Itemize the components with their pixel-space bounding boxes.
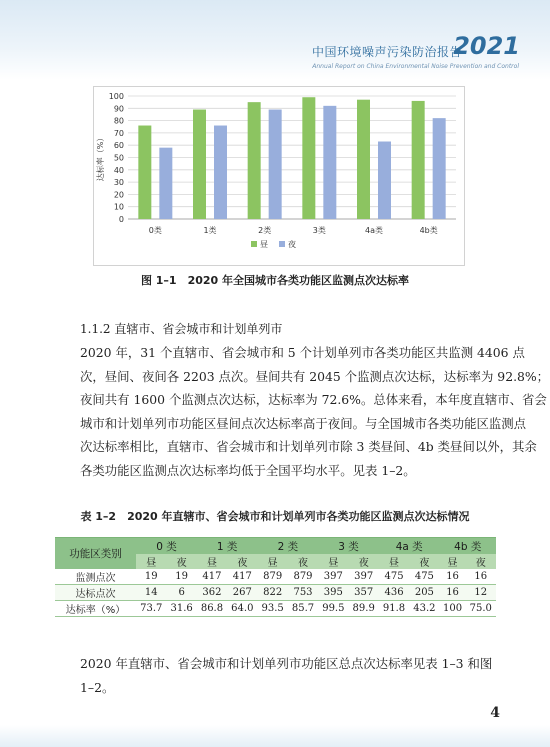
y-axis-label: 达标率（%）: [96, 133, 105, 182]
paragraph-1: [80, 341, 550, 482]
table-sub-header: 夜: [466, 554, 496, 569]
y-tick-label: 40: [113, 165, 124, 175]
table-cell: 475: [414, 571, 434, 582]
report-subtitle: Annual Report on China Environmental Noise Prevention and Control: [312, 63, 519, 70]
table-cell: 16: [474, 571, 488, 582]
bar-night: [269, 110, 282, 219]
table-sub-header: 昼: [136, 554, 166, 569]
table-cell: 14: [144, 587, 158, 598]
paragraph-line: 各类功能区监测点次达标率均低于全国平均水平。见表 1–2。: [80, 462, 416, 478]
table-sub-header: 昼: [257, 554, 287, 569]
table-cell: 19: [144, 571, 158, 582]
y-tick-label: 90: [113, 104, 124, 114]
table-sub-header: 夜: [349, 554, 379, 569]
table-cell: 99.5: [322, 603, 345, 614]
table-row: [55, 569, 496, 585]
x-tick-label: 3类: [312, 226, 326, 235]
paragraph-line: 1–2。: [80, 679, 115, 695]
table-caption: 表 1–2 2020 年直辖市、省会城市和计划单列市各类功能区监测点次达标情况: [80, 510, 470, 523]
table-cell: 93.5: [261, 603, 284, 614]
table-row: [55, 601, 496, 617]
x-tick-label: 4b类: [419, 226, 438, 235]
table-cell: 879: [263, 571, 283, 582]
section-heading: 1.1.2 直辖市、省会城市和计划单列市: [80, 322, 283, 336]
compliance-table: [55, 537, 496, 617]
table-cell: 100: [443, 603, 463, 614]
table-group-header: 1 类: [197, 538, 258, 555]
table-cell: 267: [232, 587, 252, 598]
paragraph-line: 城市和计划单列市功能区昼间点次达标率高于夜间。与全国城市各类功能区监测点: [80, 415, 527, 431]
table-cell: 16: [446, 587, 459, 598]
table-cell: 436: [384, 587, 404, 598]
legend-label: 昼: [260, 240, 268, 249]
table-sub-header: 昼: [379, 554, 409, 569]
table-cell: 417: [232, 571, 252, 582]
table-row-label: 达标点次: [75, 589, 116, 600]
bar-day: [302, 97, 315, 219]
paragraph-line: 2020 年直辖市、省会城市和计划单列市功能区总点次达标率见表 1–3 和图: [80, 656, 493, 671]
y-tick-label: 80: [113, 116, 124, 126]
table-cell: 31.6: [170, 603, 193, 614]
table-cell: 19: [175, 571, 188, 582]
table-cell: 89.9: [352, 603, 375, 614]
y-tick-label: 30: [113, 178, 124, 188]
x-tick-label: 2类: [258, 226, 272, 235]
table-group-header: 2 类: [257, 538, 318, 555]
x-tick-label: 0类: [148, 226, 162, 235]
table-sub-header: 夜: [288, 554, 318, 569]
x-tick-label: 1类: [203, 226, 217, 235]
report-year: 2021: [453, 32, 520, 60]
paragraph-line: 次达标率相比，直辖市、省会城市和计划单列市除 3 类昼间、4b 类昼间以外，其余: [80, 439, 537, 454]
table-cell: 362: [202, 587, 222, 598]
table-cell: 753: [293, 587, 313, 598]
table-cell: 879: [293, 571, 313, 582]
table-corner-header: 功能区类别: [55, 538, 136, 570]
table-group-header: 4a 类: [379, 538, 440, 555]
legend-swatch: [279, 241, 285, 247]
bar-night: [433, 118, 446, 219]
bar-night: [214, 126, 227, 219]
bar-day: [357, 100, 370, 219]
table-cell: 357: [354, 587, 374, 598]
table-cell: 397: [323, 571, 343, 582]
table-group-header: 4b 类: [440, 538, 496, 555]
table-sub-header: 夜: [409, 554, 439, 569]
report-title: 中国环境噪声污染防治报告: [311, 45, 462, 59]
legend-label: 夜: [288, 240, 296, 249]
footer-band: [0, 725, 550, 747]
table-cell: 73.7: [140, 603, 163, 614]
bar-day: [412, 101, 425, 219]
y-tick-label: 10: [113, 202, 124, 212]
y-tick-label: 50: [113, 153, 124, 163]
table-cell: 6: [178, 587, 185, 598]
y-tick-label: 0: [118, 215, 124, 224]
y-tick-label: 20: [113, 190, 124, 200]
table-cell: 91.8: [382, 603, 406, 614]
chart-frame: [93, 86, 465, 266]
paragraph-2: [80, 652, 492, 699]
table-cell: 417: [202, 571, 222, 582]
paragraph-line: 夜间共有 1600 个监测点次达标，达标率为 72.6%。总体来看，本年度直辖市、省会: [80, 392, 547, 407]
compliance-rate-chart: [94, 87, 464, 265]
bar-night: [159, 148, 172, 219]
bar-night: [323, 106, 336, 219]
table-cell: 16: [446, 571, 459, 582]
table-cell: 75.0: [469, 603, 492, 614]
table-cell: 475: [384, 571, 404, 582]
bar-day: [248, 102, 261, 219]
x-tick-label: 4a类: [365, 226, 383, 235]
page-number: 4: [490, 705, 500, 721]
paragraph-line: 2020 年，31 个直辖市、省会城市和 5 个计划单列市各类功能区共监测 4406 点: [80, 345, 525, 360]
figure-caption: 图 1–1 2020 年全国城市各类功能区监测点次达标率: [140, 274, 410, 287]
y-tick-label: 100: [108, 92, 124, 101]
table-cell: 395: [323, 587, 343, 598]
table-cell: 85.7: [291, 603, 315, 614]
table-cell: 397: [354, 571, 374, 582]
table-group-header: 0 类: [136, 538, 197, 555]
table-cell: 86.8: [200, 603, 224, 614]
table-cell: 64.0: [231, 603, 254, 614]
table-sub-header: 夜: [227, 554, 257, 569]
table-cell: 205: [414, 587, 434, 598]
table-cell: 43.2: [413, 603, 436, 614]
table-cell: 12: [474, 587, 488, 598]
table-row-label: 达标率（%）: [65, 605, 126, 616]
y-tick-label: 70: [113, 128, 124, 138]
table-sub-header: 夜: [166, 554, 196, 569]
table-group-header: 3 类: [318, 538, 379, 555]
bar-day: [193, 110, 206, 219]
legend-swatch: [251, 241, 257, 247]
table-sub-header: 昼: [197, 554, 227, 569]
bar-night: [378, 142, 391, 219]
bar-day: [138, 126, 151, 219]
table-cell: 822: [263, 587, 283, 598]
y-tick-label: 60: [113, 141, 124, 151]
table-sub-header: 昼: [318, 554, 348, 569]
table-sub-header: 昼: [440, 554, 466, 569]
table-row-label: 监测点次: [75, 573, 116, 584]
paragraph-line: 次，昼间、夜间各 2203 点次。昼间共有 2045 个监测点次达标，达标率为 92.8%；: [80, 368, 550, 384]
page-header: [0, 0, 550, 80]
table-row: [55, 585, 496, 601]
